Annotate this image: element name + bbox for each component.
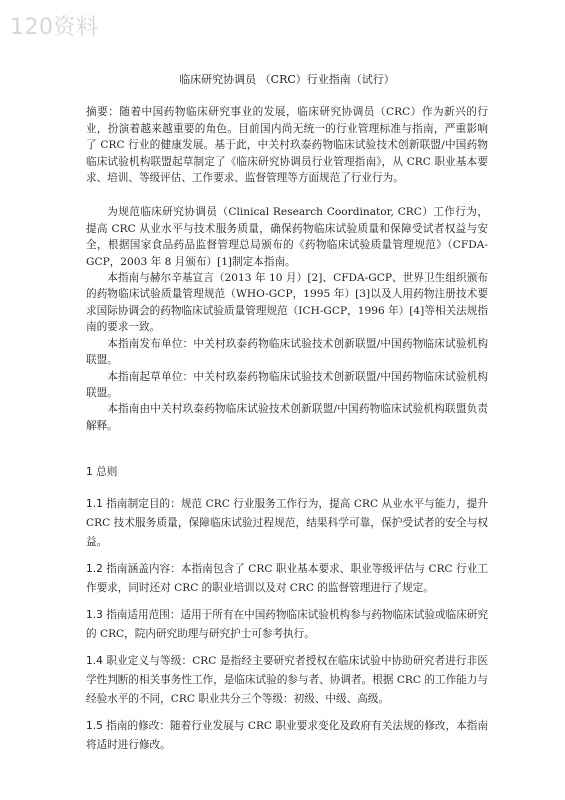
document-title: 临床研究协调员 （CRC）行业指南（试行） [179, 73, 395, 86]
watermark-logo: 120资料 [10, 15, 99, 40]
section-text: 规范 CRC 行业服务工作行为，提高 CRC 从业水平与能力，提升 CRC 技术服务质量，保障临床试验过程规范，结果科学可靠，保护受试者的安全与权益。 [86, 497, 488, 548]
body-paragraph: 本指南由中关村玖泰药物临床试验技术创新联盟/中国药物临床试验机构联盟负责解释。 [86, 403, 488, 432]
section-label: 1.2 指南涵盖内容： [86, 562, 181, 575]
section-text: 适用于所有在中国药物临床试验机构参与药物临床试验或临床研究的 CRC，院内研究助理与研究护士可参考执行。 [86, 608, 489, 640]
body-paragraph: 本指南与赫尔辛基宣言（2013 年 10 月）[2]、CFDA-GCP、世界卫生组织颁布的药物临床试验质量管理规范（WHO-GCP，1995 年）[3]以及人用药物注册技术要求国际协调会的药物临床试验质量管理规范（ICH-GCP，1996 年）[4]等相关法规指南的要求一致。 [86, 272, 488, 334]
section-heading: 1 总则 [86, 466, 118, 479]
section-label: 1.1 指南制定目的： [86, 497, 181, 510]
section-label: 1.3 指南适用范围： [86, 608, 181, 621]
section-text: 本指南包含了 CRC 职业基本要求、职业等级评估与 CRC 行业工作要求，同时还对 CRC 的职业培训以及对 CRC 的监督管理进行了规定。 [86, 562, 488, 594]
section-text: CRC 是指经主要研究者授权在临床试验中协助研究者进行非医学性判断的相关事务性工作，是临床试验的参与者、协调者。根据 CRC 的工作能力与经验水平的不同，CRC 职业共分三个等级：初级、中级、高级。 [86, 654, 489, 705]
body-paragraph: 本指南发布单位：中关村玖泰药物临床试验技术创新联盟/中国药物临床试验机构联盟。 [86, 337, 488, 367]
section-text: 随着行业发展与 CRC 职业要求变化及政府有关法规的修改，本指南将适时进行修改。 [86, 719, 488, 751]
section-item [86, 606, 488, 644]
section-item [86, 652, 488, 709]
document-page [86, 72, 488, 763]
body-paragraph: 为规范临床研究协调员（Clinical Research Coordinator, CRC）工作行为，提高 CRC 从业水平与技术服务质量，确保药物临床试验质量和保障受试者权益与安全，根据国家食品药品监督管理总局颁布的《药物临床试验质量管理规范》（CFDA-GCP，2003 年 8 月颁布）[1]制定本指南。 [86, 206, 488, 268]
section-label: 1.4 职业定义与等级： [86, 654, 193, 667]
body-paragraph: 本指南起草单位：中关村玖泰药物临床试验技术创新联盟/中国药物临床试验机构联盟。 [86, 370, 488, 399]
section-item [86, 717, 488, 755]
abstract-paragraph: 摘要：随着中国药物临床研究事业的发展，临床研究协调员（CRC）作为新兴的行业，扮演着越来越重要的角色。目前国内尚无统一的行业管理标准与指南，严重影响了 CRC 行业的健康发展。基于此，中关村玖泰药物临床试验技术创新联盟/中国药物临床试验机构联盟起草制定了《临床研究协调员行业管理指南》，从 CRC 职业基本要求、培训、等级评估、工作要求、监督管理等方面规范了行业行为。 [86, 106, 488, 185]
section-label: 1.5 指南的修改： [86, 719, 171, 732]
section-item [86, 560, 488, 598]
section-item [86, 495, 488, 552]
